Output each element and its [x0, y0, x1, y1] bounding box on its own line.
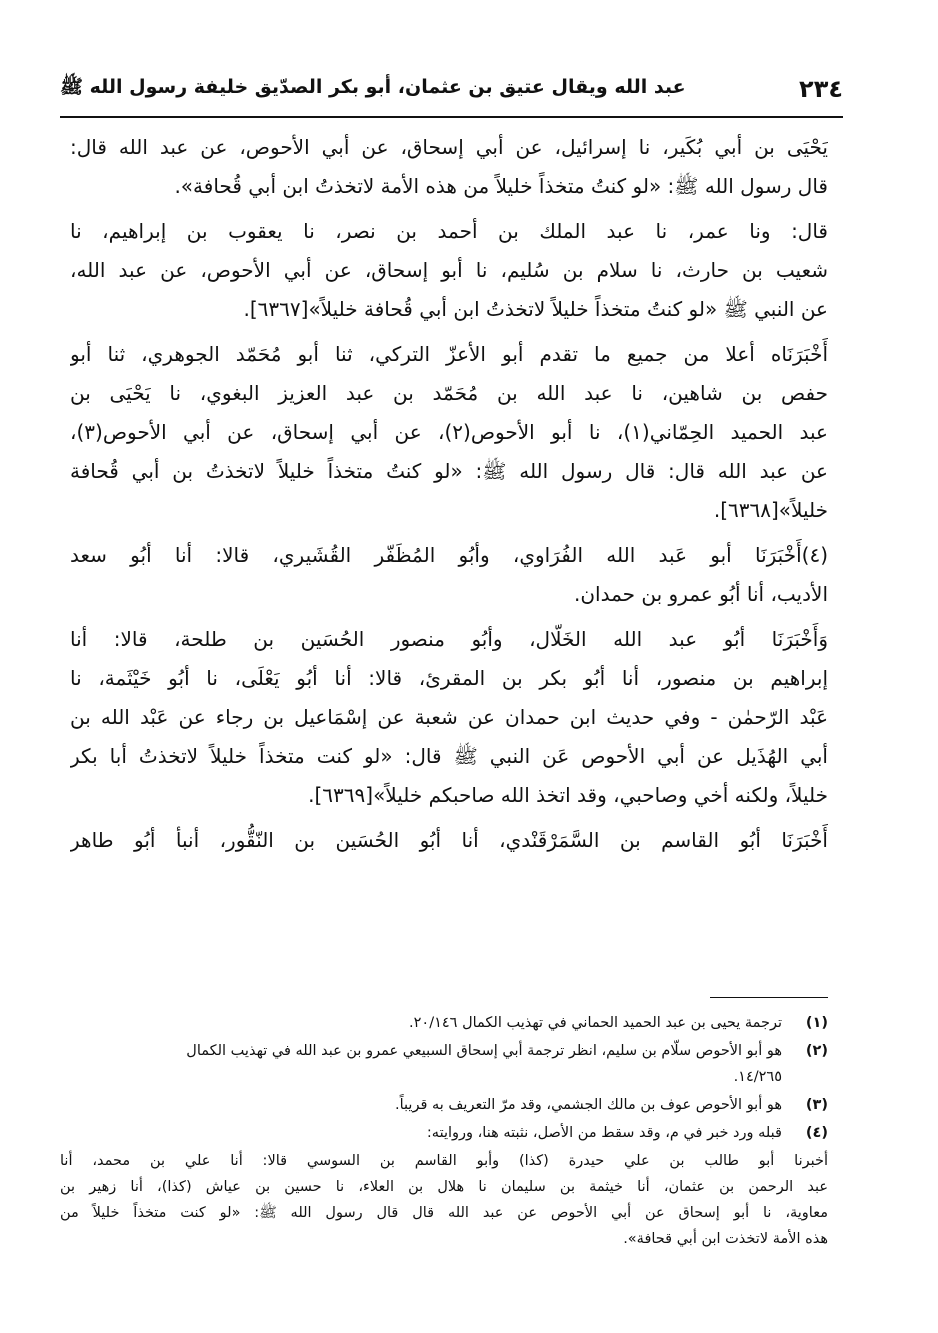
- footnote-text: [60, 1120, 782, 1146]
- text-line: عَبْد الرّحمٰن - وفي حديث ابن حمدان عن شعبة عن إسْمَاعيل بن رجاء عن عَبْد الله بن: [70, 705, 828, 729]
- footnote-number: (١): [805, 1015, 828, 1031]
- paragraph-4: [70, 536, 828, 614]
- footnotes: [60, 1010, 828, 1252]
- footnote-text: [60, 1092, 782, 1118]
- text-line: وَأَخْبَرَنَا أبُو عبد الله الخَلّال، وأبُو منصور الحُسَين بن طلحة، قالا: أنا: [70, 627, 828, 651]
- running-title: عبد الله ويقال عتيق بن عثمان، أبو بكر الصدّيق خليفة رسول الله ﷺ: [60, 76, 686, 98]
- footnote-divider: [710, 997, 828, 998]
- text-line: شعيب بن حارث، نا سلام بن سُليم، نا أبو إسحاق، عن أبي الأحوص، عن عبد الله،: [70, 258, 828, 282]
- footnote-text: [60, 1038, 782, 1090]
- main-text: [70, 128, 828, 866]
- text-line: حفص بن شاهين، نا عبد الله بن مُحَمّد بن عبد العزيز البغوي، نا يَحْيَى بن: [70, 381, 828, 405]
- text-line: أَخْبَرَنَاه أعلا من جميع ما تقدم أبو الأعزّ التركي، ثنا أبو مُحَمّد الجوهري، ثنا أبو: [70, 342, 828, 366]
- text-line: عبد الحميد الحِمّاني(١)، نا أبو الأحوص(٢)، عن أبي إسحاق، عن أبي الأحوص(٣)،: [70, 420, 828, 444]
- page-number: ٢٣٤: [799, 75, 843, 103]
- header-divider: [60, 116, 843, 118]
- text-line: قال رسول الله ﷺ: «لو كنتُ متخذاً خليلاً من هذه الأمة لاتخذتُ ابن أبي قُحافة».: [174, 174, 828, 198]
- text-line: عن عبد الله قال: قال رسول الله ﷺ: «لو كنتُ متخذاً خليلاً لاتخذتُ بن أبي قُحافة: [70, 459, 828, 483]
- footnote-line: معاوية، نا أبو إسحاق عن أبي الأحوص عن عبد الله قال قال رسول الله ﷺ: «لو كنت متخذاً خليلاً من: [60, 1205, 828, 1221]
- footnote-line: ترجمة يحيى بن عبد الحميد الحماني في تهذيب الكمال ٢٠/١٤٦.: [409, 1015, 782, 1031]
- footnote-line: هو أبو الأحوص سلّام بن سليم، انظر ترجمة أبي إسحاق السبيعي عمرو بن عبد الله في تهذيب الكمال: [186, 1043, 782, 1059]
- footnote-text: [60, 1010, 782, 1036]
- page-header: [60, 66, 843, 112]
- footnote-number: (٤): [805, 1125, 828, 1141]
- footnote-line: عبد الرحمن بن عثمان، أنا خيثمة بن سليمان نا هلال بن العلاء، نا حسين بن عياش (كذا)، أنا زهير بن: [60, 1179, 828, 1195]
- footnote-1: [60, 1010, 828, 1036]
- text-line: (٤)أَخْبَرَنَا أبو عَبد الله الفُرَاوي، وأبُو المُظَفّر القُشَيري، قالا: أنا أبُو سعد: [70, 543, 828, 567]
- footnote-line: هو أبو الأحوص عوف بن مالك الجشمي، وقد مرّ التعريف به قريباً.: [395, 1097, 782, 1113]
- text-line: أبي الهُذَيل عن أبي الأحوص عَن النبي ﷺ قال: «لو كنت متخذاً خليلاً لاتخذتُ أبا بكر: [70, 744, 828, 768]
- paragraph-5: [70, 620, 828, 815]
- text-line: قال: ونا عمر، نا عبد الملك بن أحمد بن نصر، نا يعقوب بن إبراهيم، نا: [70, 219, 828, 243]
- paragraph-3: [70, 335, 828, 530]
- footnote-number: (٣): [805, 1097, 828, 1113]
- footnote-2: [60, 1038, 828, 1090]
- text-line: يَحْيَى بن أبي بُكَير، نا إسرائيل، عن أبي إسحاق، عن أبي الأحوص، عن عبد الله قال:: [70, 135, 828, 159]
- paragraph-2: [70, 212, 828, 329]
- footnote-number: (٢): [805, 1043, 828, 1059]
- text-line: إبراهيم بن منصور، أنا أبُو بكر بن المقرئ، قالا: أنا أبُو يَعْلَى، نا أبُو خَيْثَمة، نا: [70, 666, 828, 690]
- footnote-line: قبله ورد خبر في م، وقد سقط من الأصل، نثبته هنا، وروايته:: [426, 1125, 782, 1141]
- text-line: خليلاً»[٦٣٦٨].: [713, 498, 828, 522]
- footnote-4-narration: [60, 1148, 828, 1252]
- footnote-line: ١٤/٢٦٥.: [733, 1069, 782, 1085]
- footnote-line: هذه الأمة لاتخذت ابن أبي قحافة».: [623, 1231, 828, 1247]
- paragraph-1: [70, 128, 828, 206]
- text-line: الأديب، أنا أبُو عمرو بن حمدان.: [574, 582, 828, 606]
- text-line: أَخْبَرَنَا أبُو القاسم بن السَّمَرْقَنْدي، أنا أبُو الحُسَين بن النّقُّور، أنبأ أبُو طاهر: [70, 828, 828, 852]
- footnote-3: [60, 1092, 828, 1118]
- text-line: عن النبي ﷺ «لو كنتُ متخذاً خليلاً لاتخذتُ ابن أبي قُحافة خليلاً»[٦٣٦٧].: [243, 297, 828, 321]
- footnote-4: [60, 1120, 828, 1146]
- text-line: خليلاً، ولكنه أخي وصاحبي، وقد اتخذ الله صاحبكم خليلاً»[٦٣٦٩].: [308, 783, 828, 807]
- footnote-line: أخبرنا أبو طالب بن علي حيدرة (كذا) وأبو القاسم بن السوسي قالا: أنا علي بن محمد، أنا: [60, 1153, 828, 1169]
- paragraph-6: [70, 821, 828, 860]
